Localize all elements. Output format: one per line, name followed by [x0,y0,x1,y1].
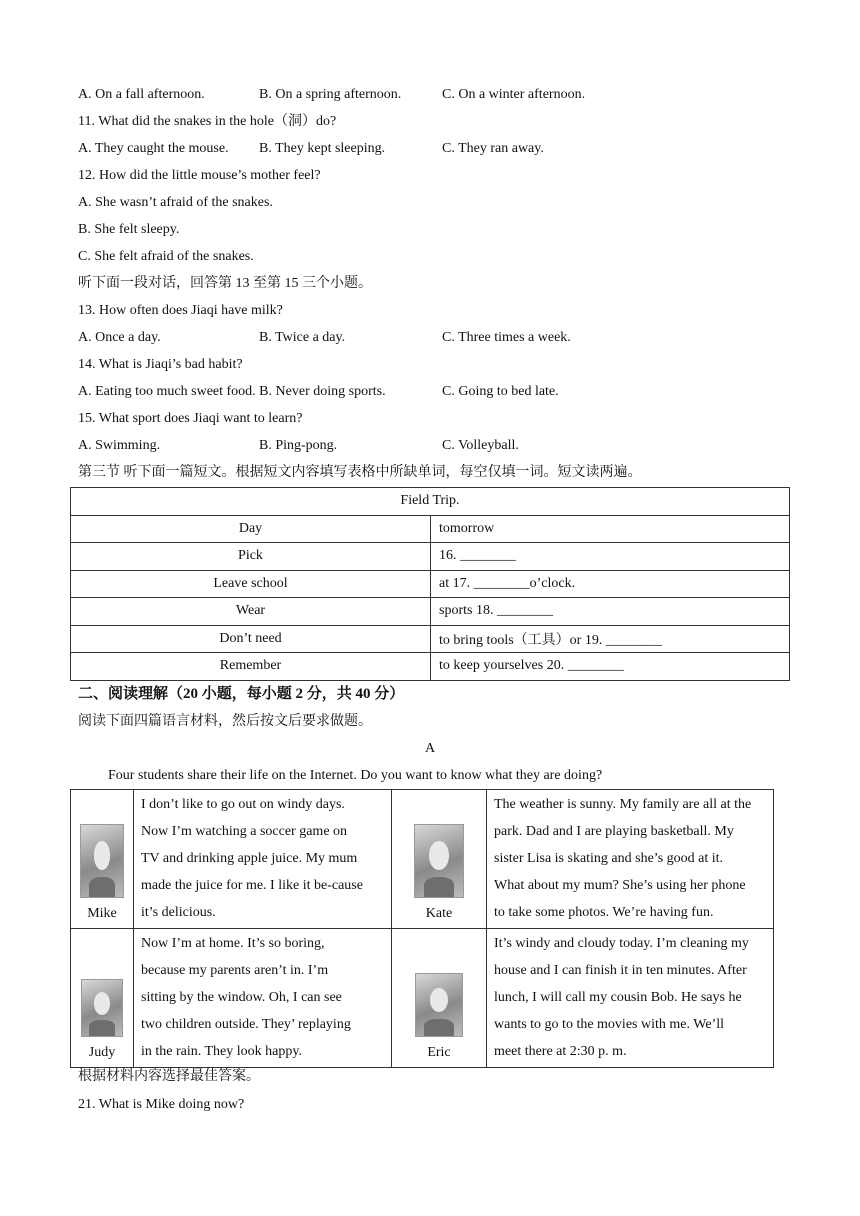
field-trip-title: Field Trip. [71,488,790,516]
field-trip-key: Leave school [71,570,431,598]
table-row [71,790,774,929]
student-name: Kate [425,906,453,921]
table-row [71,515,790,543]
part2-heading: 二、阅读理解（20 小题，每小题 2 分，共 40 分） [78,686,405,702]
table-row [71,929,774,1068]
table-row [71,570,790,598]
text-line: because my parents aren’t in. I’m [141,963,329,978]
student-cell-mike [71,790,134,929]
text-line: I don’t like to go out on windy days. [141,797,345,812]
student-text-judy [134,929,392,1068]
text-line: Now I’m watching a soccer game on [141,824,348,839]
text-line: The weather is sunny. My family are all at the [494,797,752,812]
text-line: lunch, I will call my cousin Bob. He says he [494,990,742,1005]
q12-question: 12. How did the little mouse’s mother feel? [78,168,321,183]
student-text-eric [487,929,774,1068]
student-text-kate [487,790,774,929]
field-trip-key: Don’t need [71,625,431,653]
q14-option-ab: A. Eating too much sweet food. B. Never doing sports. [78,384,386,399]
student-name: Mike [87,906,117,921]
text-line: sister Lisa is skating and she’s good at it. [494,851,724,866]
judy-photo-icon [81,979,123,1037]
field-trip-blank-19[interactable]: to bring tools（工具）or 19. ________ [431,625,790,653]
q12-option-b: B. She felt sleepy. [78,222,180,237]
section3-instruction: 第三节 听下面一篇短文。根据短文内容填写表格中所缺单词，每空仅填一词。短文读两遍。 [78,465,642,480]
q12-option-c: C. She felt afraid of the snakes. [78,249,254,264]
text-line: in the rain. They look happy. [141,1044,302,1059]
eric-photo-icon [415,973,463,1037]
q15-question: 15. What sport does Jiaqi want to learn? [78,411,303,426]
text-line: made the juice for me. I like it be-cause [141,878,363,893]
text-line: TV and drinking apple juice. My mum [141,851,358,866]
text-line: park. Dad and I are playing basketball. My [494,824,734,839]
q13-option-b: B. Twice a day. [259,330,346,345]
q14-option-c: C. Going to bed late. [442,384,559,399]
table-row [71,598,790,626]
field-trip-blank-18[interactable]: sports 18. ________ [431,598,790,626]
q12-option-a: A. She wasn’t afraid of the snakes. [78,195,273,210]
q11-option-c: C. They ran away. [442,141,544,156]
text-line: it’s delicious. [141,905,216,920]
mike-photo-icon [80,824,124,898]
q14-question: 14. What is Jiaqi’s bad habit? [78,357,243,372]
q13-option-c: C. Three times a week. [442,330,571,345]
q11-question: 11. What did the snakes in the hole（洞）do? [78,114,337,129]
text-line: house and I can finish it in ten minutes. After [494,963,747,978]
text-line: It’s windy and cloudy today. I’m cleaning my [494,936,749,951]
q10-option-c: C. On a winter afternoon. [442,87,586,102]
text-line: to take some photos. We’re having fun. [494,905,714,920]
text-line: What about my mum? She’s using her phone [494,878,746,893]
table-row [71,625,790,653]
text-line: two children outside. They’ replaying [141,1017,351,1032]
passage-intro: Four students share their life on the Internet. Do you want to know what they are doing? [108,768,603,783]
field-trip-table [70,487,790,681]
instruction-13-15: 听下面一段对话，回答第 13 至第 15 三个小题。 [78,276,372,291]
field-trip-blank-16[interactable]: 16. ________ [431,543,790,571]
student-text-mike [134,790,392,929]
student-name: Eric [427,1045,451,1060]
field-trip-key: Pick [71,543,431,571]
table-row [71,653,790,681]
field-trip-blank-20[interactable]: to keep yourselves 20. ________ [431,653,790,681]
q11-option-b: B. They kept sleeping. [259,141,386,156]
q13-option-a: A. Once a day. [78,330,161,345]
text-line: Now I’m at home. It’s so boring, [141,936,325,951]
field-trip-value: tomorrow [431,515,790,543]
text-line: meet there at 2:30 p. m. [494,1044,627,1059]
q11-option-a: A. They caught the mouse. [78,141,229,156]
field-trip-key: Wear [71,598,431,626]
student-cell-kate [392,790,487,929]
student-cell-eric [392,929,487,1068]
student-name: Judy [88,1045,116,1060]
field-trip-blank-17[interactable]: at 17. ________o’clock. [431,570,790,598]
text-line: sitting by the window. Oh, I can see [141,990,342,1005]
q13-question: 13. How often does Jiaqi have milk? [78,303,283,318]
field-trip-key: Remember [71,653,431,681]
text-line: wants to go to the movies with me. We’ll [494,1017,724,1032]
passage-label: A [424,741,436,756]
students-table [70,789,774,1068]
select-instruction: 根据材料内容选择最佳答案。 [78,1069,260,1084]
student-cell-judy [71,929,134,1068]
q15-option-c: C. Volleyball. [442,438,519,453]
q15-option-a: A. Swimming. [78,438,161,453]
field-trip-key: Day [71,515,431,543]
q10-option-b: B. On a spring afternoon. [259,87,402,102]
kate-photo-icon [414,824,464,898]
q21-question: 21. What is Mike doing now? [78,1097,245,1112]
part2-instruction: 阅读下面四篇语言材料，然后按文后要求做题。 [78,714,372,729]
q10-option-a: A. On a fall afternoon. [78,87,205,102]
q15-option-b: B. Ping-pong. [259,438,338,453]
table-row [71,543,790,571]
